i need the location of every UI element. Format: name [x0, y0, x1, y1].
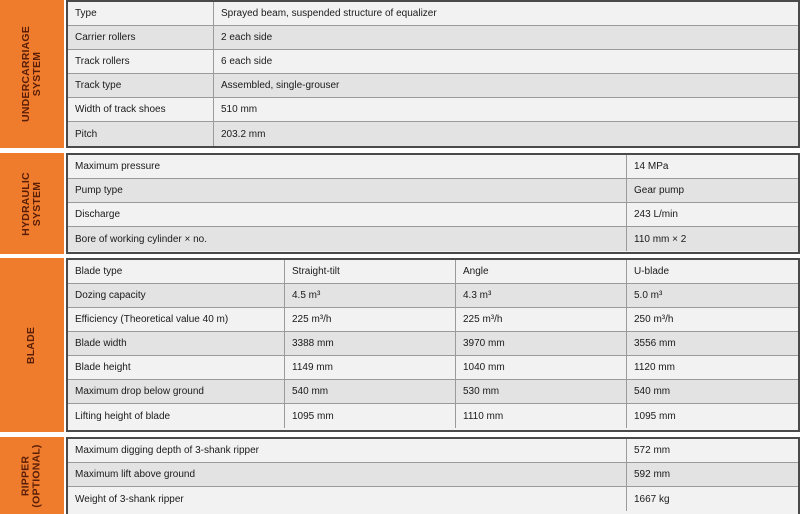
row-col-2: 3970 mm [455, 332, 626, 355]
row-col-3: 1095 mm [626, 404, 798, 428]
table-row [68, 2, 798, 26]
blade-side-label [0, 258, 64, 432]
table-row [68, 308, 798, 332]
hydraulic-side-label [0, 153, 64, 254]
row-value: 510 mm [213, 98, 798, 121]
row-col-1: 225 m³/h [284, 308, 455, 331]
row-label: Type [75, 8, 97, 19]
table-row [68, 332, 798, 356]
row-label: Maximum digging depth of 3-shank ripper [75, 445, 259, 456]
hydraulic-title-line-1: HYDRAULIC [19, 171, 32, 236]
row-col-2: 530 mm [455, 380, 626, 403]
row-value: 203.2 mm [213, 122, 798, 146]
row-col-1: 3388 mm [284, 332, 455, 355]
table-row [68, 26, 798, 50]
table-row [68, 356, 798, 380]
hydraulic-table [66, 153, 800, 254]
row-col-3: 1120 mm [626, 356, 798, 379]
row-label: Maximum pressure [75, 161, 161, 172]
row-value: 1667 kg [626, 487, 798, 511]
table-row [68, 380, 798, 404]
undercarriage-section [0, 0, 800, 148]
ripper-section [0, 437, 800, 514]
undercarriage-side-label [0, 0, 64, 148]
row-col-1: 1095 mm [284, 404, 455, 428]
hydraulic-section [0, 153, 800, 254]
row-value: 572 mm [626, 439, 798, 462]
row-value: Assembled, single-grouser [213, 74, 798, 97]
row-col-2: 225 m³/h [455, 308, 626, 331]
table-row [68, 463, 798, 487]
row-col-2: 4.3 m³ [455, 284, 626, 307]
blade-table [66, 258, 800, 432]
row-value: 6 each side [213, 50, 798, 73]
row-label: Carrier rollers [75, 32, 136, 43]
row-label: Lifting height of blade [75, 410, 171, 422]
row-label: Blade height [75, 362, 131, 373]
table-row [68, 439, 798, 463]
row-label: Pitch [75, 128, 98, 140]
table-row [68, 74, 798, 98]
table-row [68, 50, 798, 74]
table-row [68, 487, 798, 511]
header-col-1: Straight-tilt [284, 260, 455, 283]
row-col-3: 250 m³/h [626, 308, 798, 331]
row-value: 14 MPa [626, 155, 798, 178]
row-label: Maximum drop below ground [75, 386, 204, 397]
header-label: Blade type [75, 266, 123, 277]
ripper-title-line-1: RIPPER [20, 455, 32, 496]
row-value: 110 mm × 2 [626, 227, 798, 251]
row-col-2: 1040 mm [455, 356, 626, 379]
blade-section [0, 258, 800, 432]
row-value: 2 each side [213, 26, 798, 49]
table-row [68, 404, 798, 428]
table-row [68, 179, 798, 203]
row-col-1: 540 mm [284, 380, 455, 403]
table-row [68, 227, 798, 251]
row-col-1: 4.5 m³ [284, 284, 455, 307]
row-label: Track rollers [75, 56, 130, 67]
row-label: Bore of working cylinder × no. [75, 233, 208, 245]
row-label: Efficiency (Theoretical value 40 m) [75, 314, 229, 325]
row-col-3: 5.0 m³ [626, 284, 798, 307]
row-label: Blade width [75, 338, 127, 349]
row-col-2: 1110 mm [455, 404, 626, 428]
ripper-table [66, 437, 800, 514]
row-label: Dozing capacity [75, 290, 146, 301]
row-col-1: 1149 mm [284, 356, 455, 379]
row-value: 243 L/min [626, 203, 798, 226]
undercarriage-title-line-1: UNDERCARRIAGE [20, 26, 32, 122]
undercarriage-table [66, 0, 800, 148]
ripper-title-line-2: (OPTIONAL) [31, 443, 43, 508]
row-label: Width of track shoes [75, 104, 166, 115]
ripper-side-label [0, 437, 64, 514]
row-value: Sprayed beam, suspended structure of equalizer [213, 2, 798, 25]
row-label: Pump type [75, 185, 123, 196]
hydraulic-title-line-2: SYSTEM [30, 181, 43, 226]
row-label: Track type [75, 80, 122, 91]
table-row [68, 284, 798, 308]
header-col-3: U-blade [626, 260, 798, 283]
blade-title-line-1: BLADE [25, 326, 38, 364]
row-value: 592 mm [626, 463, 798, 486]
row-col-3: 540 mm [626, 380, 798, 403]
row-label: Maximum lift above ground [75, 469, 196, 480]
table-row [68, 122, 798, 146]
table-row [68, 203, 798, 227]
table-header-row [68, 260, 798, 284]
row-value: Gear pump [626, 179, 798, 202]
undercarriage-title-line-2: SYSTEM [31, 51, 43, 97]
header-col-2: Angle [455, 260, 626, 283]
row-col-3: 3556 mm [626, 332, 798, 355]
table-row [68, 155, 798, 179]
table-row [68, 98, 798, 122]
row-label: Weight of 3-shank ripper [75, 493, 184, 505]
row-label: Discharge [75, 209, 121, 220]
